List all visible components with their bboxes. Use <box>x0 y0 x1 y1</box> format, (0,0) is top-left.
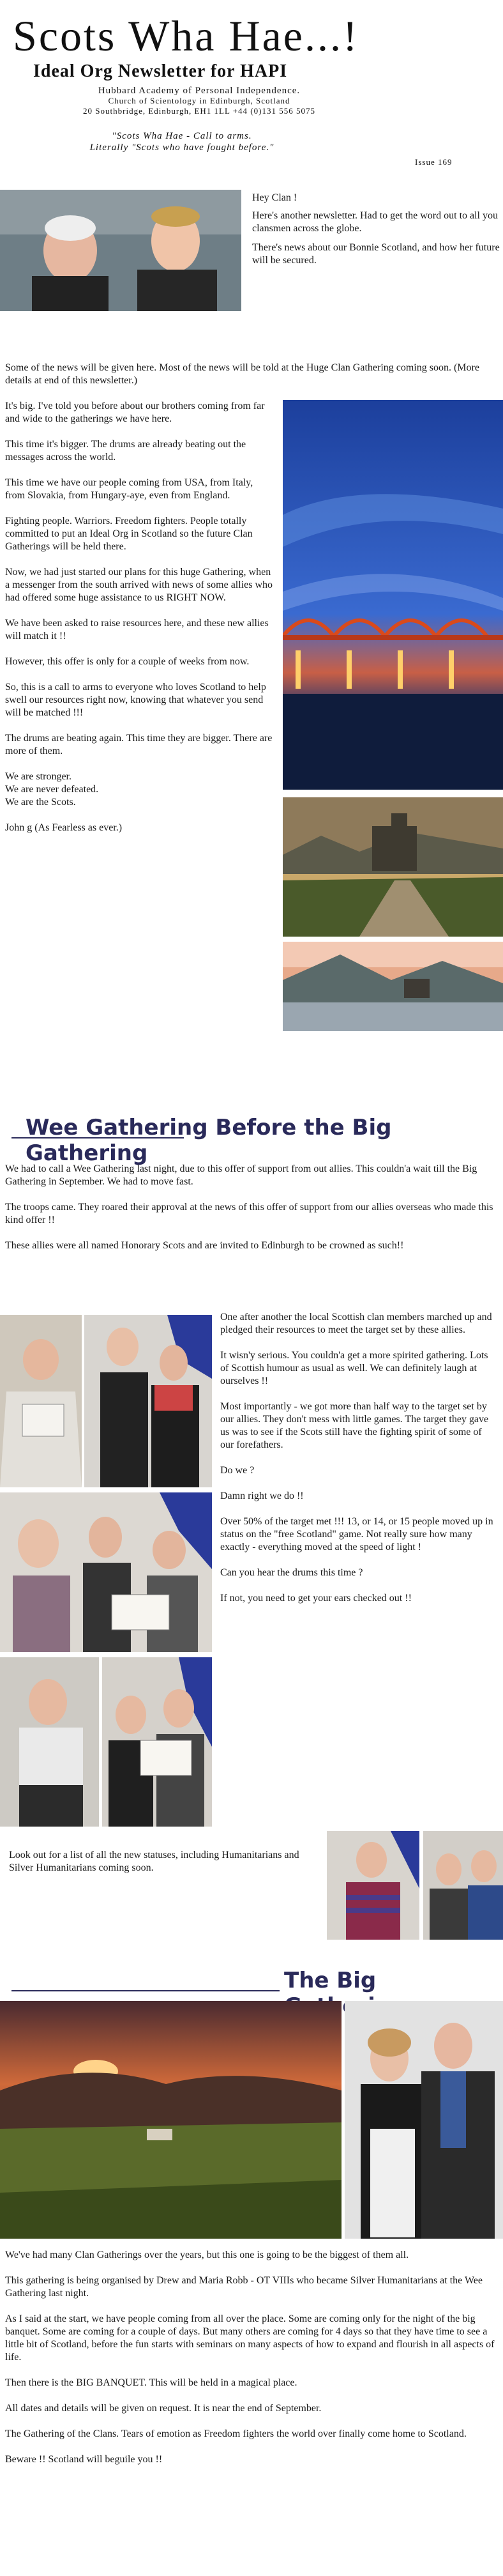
article-paragraph: Now, we had just started our plans for this huge Gathering, when a messenger from the south arrived with news of some allies who had offered some huge assistance to us RIGHT NOW. <box>5 567 273 603</box>
address-block <box>33 86 365 116</box>
wee-right-paragraph: It wisn'y serious. You couldn'a get a more spirited gathering. Lots of Scottish humour as usual as well. We can definitely laugh at ourselves !! <box>220 1350 488 1386</box>
closing-line: We are stronger. <box>5 771 71 782</box>
intro-paragraph-2: There's news about our Bonnie Scotland, and how her future will be secured. <box>252 242 500 266</box>
wee-right-paragraph: Can you hear the drums this time ? <box>220 1567 363 1578</box>
big-paragraph: This gathering is being organised by Drew and Maria Robb - OT VIIIs who became Silver Humanitarians at the Wee Gathering last night. <box>5 2275 483 2299</box>
big-paragraph: As I said at the start, we have people coming from all over the place. Some are coming only for the night of the big banquet. Some are coming for a couple of days. But many others are coming for 4 days so that they have time to see a little bit of Scotland, before the fun starts with seminars on many aspects of how to expand and flourish in all aspects of life. <box>5 2313 495 2363</box>
article-paragraph: This time it's bigger. The drums are already beating out the messages across the world. <box>5 439 246 463</box>
big-paragraph: All dates and details will be given on request. It is near the end of September. <box>5 2403 322 2414</box>
wee-paragraph: These allies were all named Honorary Scots and are invited to Edinburgh to be crowned as such!! <box>5 1240 404 1251</box>
intro-photo <box>0 190 241 311</box>
big-gathering-body <box>5 2249 500 2479</box>
wee-right-paragraph: One after another the local Scottish clan members marched up and pledged their resources to meet the target set by these allies. <box>220 1312 492 1335</box>
wee-right-paragraph: If not, you need to get your ears checked out !! <box>220 1593 412 1604</box>
quote-line-1: "Scots Wha Hae - Call to arms. <box>112 131 252 141</box>
org-line: Hubbard Academy of Personal Independence. <box>98 86 301 96</box>
article-lead: Some of the news will be given here. Most of the news will be told at the Huge Clan Gathering coming soon. (More details at end of this newsletter.) <box>5 362 479 386</box>
section-title-big-gathering: The Big <box>284 1968 377 1993</box>
big-paragraph: We've had many Clan Gatherings over the years, but this one is going to be the biggest of them all. <box>5 2250 409 2260</box>
intro-paragraph-1: Here's another newsletter. Had to get the word out to all you clansmen across the globe. <box>252 210 498 234</box>
article-paragraph: We have been asked to raise resources here, and these new allies will match it !! <box>5 618 269 641</box>
closing-line: We are never defeated. <box>5 784 99 795</box>
article-paragraph: Fighting people. Warriors. Freedom fighters. People totally committed to put an Ideal Org in Scotland so the future Clan Gatherings will be held there. <box>5 516 253 552</box>
address-line: 20 Southbridge, Edinburgh, EH1 1LL +44 (0)131 556 5075 <box>83 106 315 116</box>
greeting: Hey Clan ! <box>252 192 297 203</box>
big-paragraph: Beware !! Scotland will beguile you !! <box>5 2454 163 2465</box>
loch-photo <box>283 942 503 1031</box>
wee-photo-5 <box>102 1657 212 1827</box>
article-paragraph: It's big. I've told you before about our brothers coming from far and wide to the gatherings we have here. <box>5 401 265 424</box>
wee-paragraph: We had to call a Wee Gathering last night, due to this offer of support from out allies. This couldn'a wait till the Big Gathering in September. We had to move fast. <box>5 1163 477 1187</box>
wee-photo-2 <box>84 1315 212 1487</box>
wee-photo-1 <box>0 1315 82 1487</box>
castle-photo <box>283 797 503 937</box>
issue-number: Issue 169 <box>415 157 453 167</box>
closing-line: We are the Scots. <box>5 797 76 808</box>
church-line: Church of Scientology in Edinburgh, Scotland <box>108 96 290 105</box>
wee-right-paragraph: Over 50% of the target met !!! 13, or 14, or 15 people moved up in status on the "free Scotland" game. Not really sure how many exactly - everything moved at the speed of light ! <box>220 1516 493 1552</box>
section-rule <box>11 1990 280 1991</box>
wee-gathering-intro <box>5 1163 500 1265</box>
signature: John g (As Fearless as ever.) <box>5 822 123 833</box>
article-paragraph: The drums are beating again. This time they are bigger. There are more of them. <box>5 733 273 756</box>
wee-photo-6 <box>327 1831 419 1940</box>
newsletter-title: Scots Wha Hae...! <box>13 12 359 60</box>
section-title-wee-gathering: Wee Gathering Before the Big Gathering <box>26 1115 392 1166</box>
wee-photo-4 <box>0 1657 99 1827</box>
wee-photo-3 <box>0 1492 212 1652</box>
newsletter-subtitle: Ideal Org Newsletter for HAPI <box>33 61 288 81</box>
highlands-photo <box>0 2001 342 2239</box>
intro-text <box>252 192 501 280</box>
big-paragraph: Then there is the BIG BANQUET. This will be held in a magical place. <box>5 2377 297 2388</box>
quote-line-2: Literally "Scots who have fought before." <box>89 142 274 153</box>
wee-right-paragraph: Most importantly - we got more than half way to the target set by our allies. They don't mess with little games. The target they gave us was to see if the Scots still have the fighting spirit of some of our forefathers. <box>220 1401 489 1450</box>
wee-paragraph: The troops came. They roared their approval at the news of this offer of support from our allies overseas who made this kind offer !! <box>5 1202 493 1225</box>
wee-right-paragraph: Do we ? <box>220 1465 255 1476</box>
statuses-note: Look out for a list of all the new statuses, including Humanitarians and Silver Humanitarians coming soon. <box>9 1850 299 1873</box>
article-paragraph: So, this is a call to arms to everyone who loves Scotland to help swell our resources right now, knowing that whatever you send will be matched !!! <box>5 682 266 718</box>
article-body <box>5 400 274 834</box>
motto-quote <box>45 130 319 153</box>
article-paragraph: This time we have our people coming from USA, from Italy, from Slovakia, from Hungary-aye, even from England. <box>5 477 253 501</box>
wee-gathering-body <box>220 1311 495 1618</box>
organisers-photo <box>345 2001 503 2239</box>
wee-right-paragraph: Damn right we do !! <box>220 1491 304 1501</box>
big-paragraph: The Gathering of the Clans. Tears of emotion as Freedom fighters the world over finally come home to Scotland. <box>5 2428 467 2439</box>
bridge-photo <box>283 400 503 790</box>
wee-photo-7 <box>423 1831 503 1940</box>
article-paragraph: However, this offer is only for a couple of weeks from now. <box>5 656 250 667</box>
